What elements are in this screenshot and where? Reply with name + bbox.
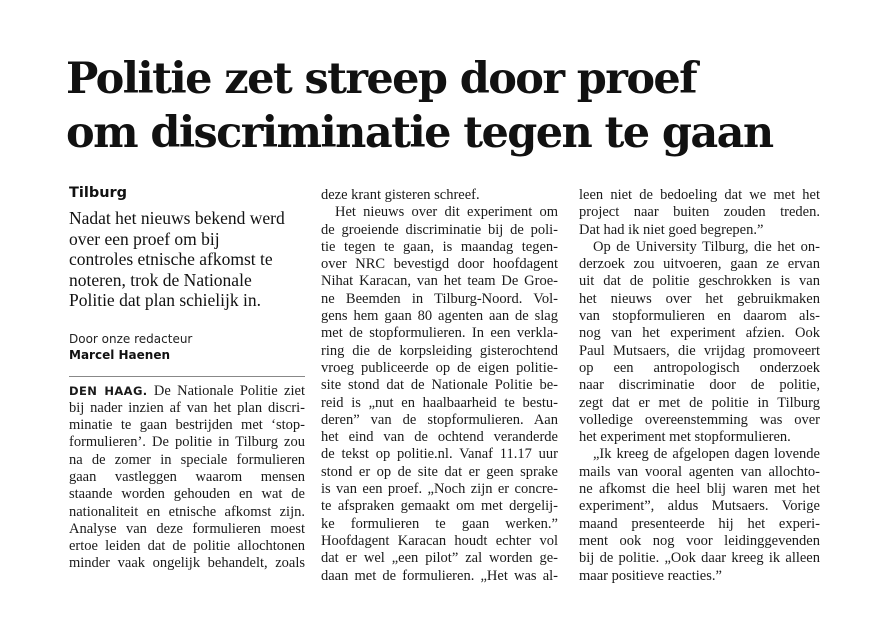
- body-line: over NRC bevestigd door hoofdagent: [321, 256, 558, 273]
- body-line: minder vaak ongelijk behandelt, zoals: [69, 555, 305, 572]
- body-line: ment ook nog voor leidinggevenden: [579, 532, 820, 549]
- body-line: experiment”, aldus Mutsaers. Vorige: [579, 498, 820, 515]
- body-line: „Ik kreeg de afgelopen dagen lovende: [593, 446, 820, 463]
- body-line: reid is „nut en haalbaarheid te bestu-: [321, 394, 558, 411]
- body-line: van stopformulieren en daarom als-: [579, 308, 820, 325]
- body-line: Hoofdagent Karacan houdt echter vol: [321, 532, 558, 549]
- body-line: de groeiende discriminatie bij de poli-: [321, 221, 558, 238]
- article-column-3: [579, 184, 820, 585]
- intro-line: over een proef om bij: [69, 228, 220, 249]
- body-line: ring die de korpsleiding gisterochtend: [321, 342, 558, 359]
- article-column-1: [69, 184, 305, 573]
- headline: [66, 52, 856, 160]
- body-line: met de stopformulieren. In een verkla-: [321, 325, 558, 342]
- intro-line: controles etnische afkomst te: [69, 249, 273, 269]
- intro-paragraph: [69, 208, 305, 311]
- headline-line-1: Politie zet streep door proef: [66, 54, 697, 104]
- body-line: derzoek zou uitvoeren, gaan ze ervan: [579, 256, 820, 273]
- body-line: is van een proef. „Noch zijn er concre-: [321, 481, 558, 498]
- body-line: site stond dat de Nationale Politie be-: [321, 377, 558, 394]
- body-line: nationaliteit en etnische afkomst zijn.: [69, 503, 305, 520]
- body-line: [69, 383, 305, 400]
- body-line: Dat had ik niet goed begrepen.”: [579, 221, 764, 238]
- location-kicker: Tilburg: [69, 185, 128, 201]
- body-line: naar discriminatie door de politie,: [579, 377, 820, 394]
- intro-line: Nadat het nieuws bekend werd: [69, 208, 285, 228]
- intro-line: Politie dat plan schielijk in.: [69, 290, 261, 310]
- headline-line-2: om discriminatie tegen te gaan: [66, 108, 773, 158]
- body-line: tie tegen te gaan, is maandag tegen-: [321, 238, 558, 255]
- body-line: het nieuws over het gebruikmaken: [579, 290, 820, 307]
- body-line: maar positieve reacties.”: [579, 567, 722, 584]
- body-line: gens hem gaan 80 agenten aan de slag: [321, 308, 558, 325]
- body-line-text: De Nationale Politie ziet: [147, 382, 305, 399]
- dateline: DEN HAAG.: [69, 383, 148, 398]
- body-line: bij nader inzien af van het plan discri-: [69, 399, 305, 416]
- byline-divider: [69, 376, 305, 377]
- body-line: vroeg publiceerde op de eigen politie-: [321, 359, 558, 376]
- body-line: daan met de formulieren. „Het was al-: [321, 567, 558, 584]
- body-line: te afspraken gemaakt om met dergelij-: [321, 498, 558, 515]
- body-line: leen niet de bedoeling dat we met het: [579, 187, 820, 203]
- body-line: de tekst op politie.nl. Vanaf 11.17 uur: [321, 446, 558, 463]
- body-line: staande worden gehouden en wat de: [69, 486, 305, 503]
- body-line: Het nieuws over dit experiment om: [335, 204, 558, 221]
- body-line: nog van het experiment afzien. Ook: [579, 325, 820, 342]
- body-line: stond er op de site dat er geen sprake: [321, 463, 558, 480]
- byline-author: Marcel Haenen: [69, 347, 171, 362]
- body-line: uit dat de politie geschrokken is van: [579, 273, 820, 290]
- body-line: Nihat Karacan, van het team De Groe-: [321, 273, 558, 290]
- body-line: minatie te gaan bestrijden met ‘stop-: [69, 417, 305, 434]
- body-line: bij de politie. „Ook daar kreeg ik alleen: [579, 550, 820, 567]
- body-line: gaan vastleggen waarom mensen: [69, 468, 305, 485]
- body-line: Op de University Tilburg, die het on-: [593, 238, 820, 255]
- body-line: het experiment met stopformulieren.: [579, 429, 791, 446]
- body-line: deze krant gisteren schreef.: [321, 187, 480, 203]
- body-line: ne afkomst die heel blij waren met het: [579, 481, 820, 498]
- body-line: ertoe leiden dat de politie allochtonen: [69, 538, 305, 555]
- body-line: Paul Mutsaers, die vrijdag promoveert: [579, 342, 820, 359]
- article-column-2: [321, 184, 558, 585]
- body-line: project naar buiten zouden treden.: [579, 204, 820, 221]
- body-line: deren” van de stopformulieren. Aan: [321, 411, 558, 428]
- intro-line: noteren, trok de Nationale: [69, 269, 252, 290]
- body-line: mails van vooral agenten van allochto-: [579, 463, 820, 480]
- body-line: volledige overeenstemming was over: [579, 411, 820, 428]
- body-line: ne Beemden in Tilburg-Noord. Vol-: [321, 290, 558, 307]
- body-line: het eind van de ochtend veranderde: [321, 429, 558, 446]
- body-line: formulieren’. De politie in Tilburg zou: [69, 434, 305, 451]
- body-line: dat er wel „een pilot” zal worden ge-: [321, 550, 558, 567]
- body-line: ke formulieren te gaan werken.”: [321, 515, 558, 532]
- body-line: Analyse van deze formulieren moest: [69, 520, 305, 537]
- body-line: maand presenteerde hij het experi-: [579, 515, 820, 532]
- byline-intro: Door onze redacteur: [69, 331, 193, 346]
- body-line: zegt dat er met de politie in Tilburg: [579, 394, 820, 411]
- body-line: na de zomer in speciale formulieren: [69, 451, 305, 468]
- body-line: op een antropologisch onderzoek: [579, 359, 820, 376]
